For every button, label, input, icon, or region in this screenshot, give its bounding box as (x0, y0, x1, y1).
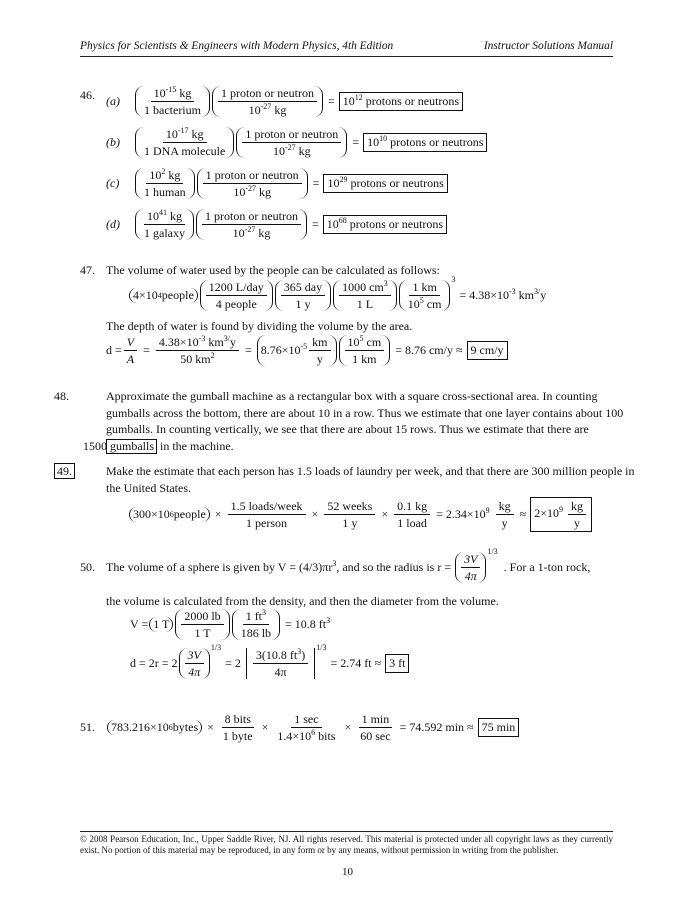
coefficient: $8.76\times 10^{-5}$ (260, 342, 308, 357)
equation-result: = 74.592 min ≈ (399, 720, 474, 734)
problem-number: 48. (54, 389, 69, 403)
approx-sign: ≈ (519, 507, 527, 521)
fraction-denominator: 1 galaxy (144, 226, 185, 240)
problem-50: 50. The volume of a sphere is given by $V = (4/3)\pi r^3$, and so the radius is r = $\frac{3V}{4\pi}$ 1/3 . For a 1-ton rock, (80, 547, 591, 583)
fraction-numerator: 1.5 loads/week (228, 499, 306, 515)
problem-number: 46. (80, 88, 95, 102)
copyright-footer: © 2008 Pearson Education, Inc., Upper Saddle River, NJ. All rights reserved. This material is protected under all copyright laws as they currently exist. No portion of this material may be reproduced, in any form or by any means, without permission in writing from the publisher. (80, 831, 613, 856)
fraction-numerator: 0.1 kg (394, 499, 430, 515)
fraction-denominator: 4 people (215, 297, 257, 311)
fraction-numerator: 1 km (409, 280, 439, 296)
fraction-denominator: 1 km (352, 352, 377, 366)
fraction-denominator: 1 L (356, 297, 374, 311)
equation-result: = 10.8 $ft^3$ (285, 616, 331, 631)
fraction-numerator: kg (496, 499, 514, 515)
fraction-denominator: 186 lb (240, 626, 272, 640)
fraction-denominator: 1 human (144, 185, 186, 199)
fraction-numerator: 3V (461, 552, 480, 568)
problem-text: Approximate the gumball machine as a rectangular box with a square cross-sectional area. In counting gumballs across the bottom, there are about 10 in a row. Thus we estimate that one layer contains about 100 gumballs. In counting vertically, we see that there are about 15 rows. Thus we estimate that there are (106, 389, 624, 436)
equation-result: = $2.34\times 10^9$ (436, 506, 490, 521)
equation-result: = 8.76 cm/y ≈ (395, 343, 463, 357)
problem-text: Make the estimate that each person has 1.5 loads of laundry per week, and that there are 300 million people in the United States. (106, 464, 635, 495)
lead-factor: 783.216×10 6 bytes (107, 720, 202, 735)
problem-number: 47. (80, 263, 95, 277)
fraction-denominator: 1 T (194, 626, 211, 640)
equation-result: = $4.38\times 10^{-3}$ $km^{3/}y$ (459, 287, 547, 302)
equation-49: 300×10 6 people × $\frac{\text{1.5 loads/week}}{\text{1 person}}$ × $\frac{\text{52 weeks}}{1 y}$ × $\frac{0.1 kg}{\text{1 load}}$ = $2.34\times 10^9$ $\frac{kg}{y}$ ≈ $2\times 10^9$ $\frac{kg}{y}$ (128, 497, 592, 532)
problem-47-depth-text: The depth of water is found by dividing the volume by the area. (106, 319, 413, 333)
fraction-numerator: 1000 $cm^3$ (339, 280, 391, 296)
part-label: (d) (106, 217, 120, 231)
equation-47-volume: 4×10 4 people $\frac{\text{1200 L/day}}{\text{4 people}}$ $\frac{\text{365 day}}{1 y}$ $\frac{1000 cm^3}{1 L}$ $\frac{1 km}{10^5 cm}$ 3 = $4.38\times 10^{-3}$ $km^{3/}y$ (128, 280, 550, 311)
fraction-numerator: $10^{41}$ kg (144, 209, 185, 225)
boxed-answer: 75 min (478, 718, 520, 737)
fraction-denominator: 4π (464, 569, 477, 583)
header-book-title: Physics for Scientists & Engineers with Modern Physics, 4th Edition (80, 40, 394, 52)
fraction-denominator: 1 bacterium (144, 103, 201, 117)
fraction-denominator: $10^{-27}$ kg (272, 143, 311, 158)
fraction-denominator: 1 y (342, 516, 358, 530)
boxed-answer: 3 ft (385, 654, 409, 673)
problem-46-part-row: (b) $\frac{10^{-17} kg}{\text{1 DNA molecule}}$ $\frac{\text{1 proton or neutron}}{10^{-27} kg}$ = $10^{10}$ protons or neutrons (106, 127, 487, 158)
problem-46-part-row: (a) $\frac{10^{-15} kg}{\text{1 bacterium}}$ $\frac{\text{1 proton or neutron}}{10^{-27} kg}$ = $10^{12}$ protons or neutrons (106, 86, 463, 117)
problem-number: 50. (80, 560, 95, 574)
page-header (80, 40, 613, 57)
part-label: (a) (106, 94, 120, 108)
fraction-numerator: $10^2$ kg (146, 168, 183, 184)
fraction-numerator: 1 proton or neutron (202, 209, 301, 225)
boxed-coefficient: $2\times 10^9$ (534, 505, 564, 521)
fraction-denominator: A (126, 352, 135, 366)
problem-50-text: the volume is calculated from the density, and then the diameter from the volume. (106, 594, 499, 608)
equation-50-diameter: d = 2r = 2 $\frac{3V}{4\pi}$ 1/3 = 2 $\frac{3(10.8 ft^3)}{4\pi}$ 1/3 = 2.74 ft ≈ 3 ft (130, 648, 409, 679)
lead-factor: 1 T (149, 617, 173, 632)
equation-lhs: d = 2r = 2 (130, 656, 178, 670)
fraction-numerator: 1 proton or neutron (203, 168, 302, 184)
equation-lhs: d = (106, 343, 122, 357)
equation-result: = 2.74 ft ≈ (330, 656, 382, 670)
problem-46-part-row: (c) $\frac{10^2 kg}{\text{1 human}}$ $\frac{\text{1 proton or neutron}}{10^{-27} kg}$ = $10^{29}$ protons or neutrons (106, 168, 448, 199)
fraction-denominator: 1 person (246, 516, 288, 530)
boxed-answer (530, 497, 592, 532)
fraction-numerator: V (124, 335, 137, 351)
part-label: (c) (106, 176, 120, 190)
fraction-numerator: 365 day (281, 280, 325, 296)
problem-46-part-row: (d) $\frac{10^{41} kg}{\text{1 galaxy}}$ $\frac{\text{1 proton or neutron}}{10^{-27} kg}$ = $10^{68}$ protons or neutrons (106, 209, 447, 240)
fraction-denominator: 1 y (295, 297, 311, 311)
problem-49 (57, 463, 640, 496)
problem-46 (80, 88, 106, 103)
boxed-answer: $10^{12}$ protons or neutrons (339, 92, 463, 111)
fraction-numerator: $10^5$ cm (345, 335, 385, 351)
fraction-denominator: 1 byte (222, 729, 253, 743)
fraction-numerator: $4.38\times 10^{-3}$ $km^{3/}y$ (156, 335, 239, 351)
fraction-denominator: 1 DNA molecule (144, 144, 226, 158)
problem-51: 51. 783.216×10 6 bytes × $\frac{\text{8 bits}}{\text{1 byte}}$ × $\frac{1 \sec}{1.4\times 10^6 bits}$ × $\frac{1 \min}{60 \sec}$ = 74.592 min ≈ 75 min (80, 712, 519, 743)
problem-text: . For a 1-ton rock, (503, 560, 591, 574)
equation-47-depth: d = $\frac{V}{A}$ = $\frac{4.38\times 10^{-3} km^{3/}y}{50 km^2}$ = $8.76\times 10^{-5}$ $\frac{km}{y}$ $\frac{10^5 cm}{1 km}$ = 8.76 cm/y ≈ 9 cm/y (106, 335, 508, 366)
problem-text: The volume of a sphere is given by $V = (4/3)\pi r^3$, and so the radius is r = (106, 559, 452, 574)
header-manual-title: Instructor Solutions Manual (483, 40, 613, 52)
fraction-denominator: 1 load (397, 516, 427, 530)
problem-48 (54, 388, 640, 454)
boxed-answer: $10^{10}$ protons or neutrons (363, 133, 487, 152)
fraction-denominator: y (501, 516, 508, 530)
fraction-numerator: 52 weeks (324, 499, 375, 515)
fraction-numerator: 3(10.8 $ft^3$) (253, 648, 308, 664)
fraction-denominator: y (316, 352, 323, 366)
fraction-numerator: 2000 lb (181, 609, 223, 625)
fraction-denominator: 50 $km^2$ (180, 351, 215, 366)
problem-47-intro (80, 262, 620, 279)
fraction-denominator: 4π (188, 665, 201, 679)
fraction-numerator: 1200 L/day (206, 280, 267, 296)
fraction-numerator: 1 $ft^3$ (243, 609, 269, 625)
boxed-answer: $10^{29}$ protons or neutrons (323, 174, 447, 193)
fraction-numerator: kg (568, 499, 586, 515)
fraction-numerator: 1 min (359, 712, 393, 728)
fraction-denominator: $1.4\times 10^6$ bits (277, 728, 336, 743)
fraction-denominator: $10^{-27}$ kg (233, 184, 271, 199)
fraction-numerator: 1 proton or neutron (242, 127, 341, 143)
problem-number: 49. (54, 463, 75, 479)
lead-factor: 300×10 6 people (129, 507, 210, 522)
fraction-denominator: $10^{-27}$ kg (232, 225, 271, 240)
fraction-numerator: 8 bits (222, 712, 254, 728)
fraction-denominator: y (574, 516, 581, 530)
part-label: (b) (106, 135, 120, 149)
fraction-numerator: $10^{-15}$ kg (151, 86, 195, 102)
fraction-denominator: 60 sec (360, 729, 391, 743)
boxed-answer: 1500 gumballs (106, 439, 157, 454)
lead-factor: 4×10 4 people (129, 288, 198, 303)
fraction-denominator: $10^5$ cm (407, 296, 442, 311)
fraction-denominator: $10^{-27}$ kg (248, 102, 287, 117)
fraction-numerator: km (309, 335, 330, 351)
fraction-numerator: 3V (185, 648, 204, 664)
page-number: 10 (342, 866, 353, 878)
fraction-numerator: 1 sec (291, 712, 321, 728)
fraction-numerator: $10^{-17}$ kg (163, 127, 207, 143)
boxed-answer: 9 cm/y (467, 341, 508, 360)
equation-mid: = 2 (225, 656, 241, 670)
fraction-numerator: 1 proton or neutron (218, 86, 317, 102)
equation-lhs: V = (130, 617, 149, 631)
problem-text-end: in the machine. (160, 438, 234, 453)
fraction-denominator: 4π (274, 665, 287, 679)
boxed-answer: $10^{68}$ protons or neutrons (323, 215, 447, 234)
problem-text: The volume of water used by the people can be calculated as follows: (106, 263, 440, 277)
equation-50-volume (130, 609, 334, 640)
problem-number: 51. (80, 720, 95, 734)
